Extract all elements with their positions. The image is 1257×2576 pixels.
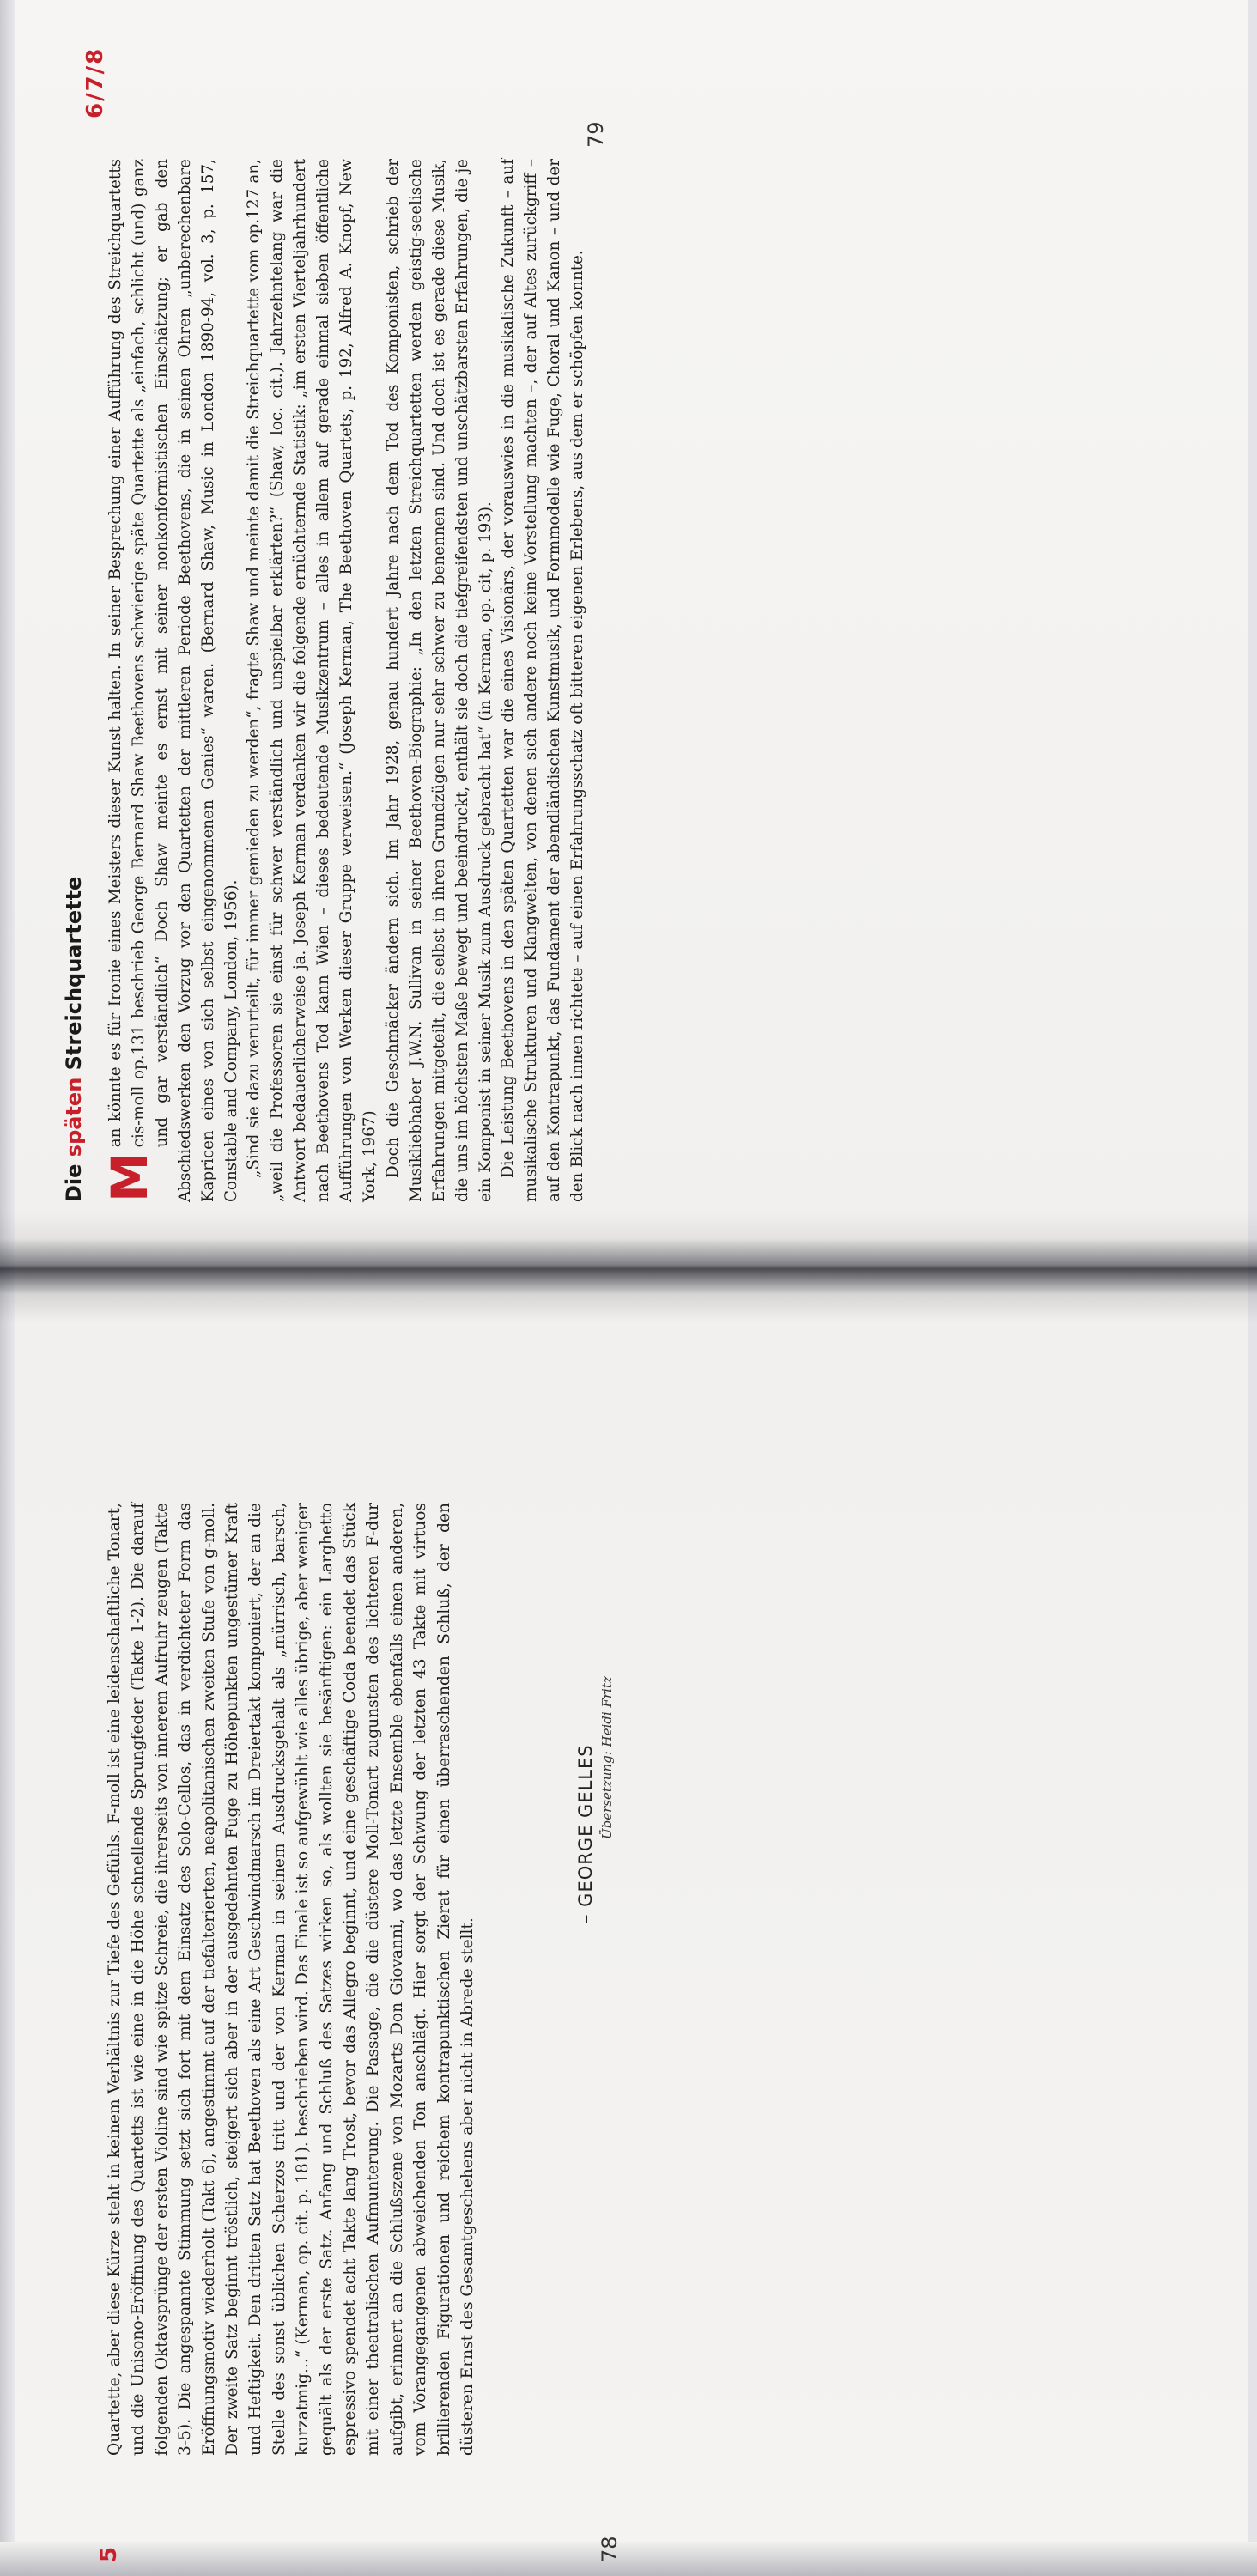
left-page [60,1340,678,2562]
paragraph: Doch die Geschmäcker ändern sich. Im Jahr 1928, genau hundert Jahre nach dem Tod des Komponisten, schrieb der Musikliebhaber J.W.N. Sullivan in seiner Beethoven-Biographie: „In den letzten Streichquartetten werden geistig-seelische Erfahrungen mitgeteilt, die selbst in ihren Grundzügen nur sehr schwer zu benennen sind. Und doch ist es gerade diese Musik, die uns im höchsten Maße bewegt und beeindruckt, enthält sie doch die tiefgreifendsten und unschätzbarsten Erfahrungen, die je ein Komponist in seiner Musik zum Ausdruck gebracht hat“ (in Kerman, op. cit, p. 193). [383,159,495,1202]
page-number: 79 [584,121,608,148]
paragraph: „Sind sie dazu verurteilt, für immer gemieden zu werden“, fragte Shaw und meinte damit die Streichquartette vom op.127 an, „weil die Professoren sie einst für schwer verständlich und unspielbar erklärten?“ (Shaw, loc. cit.). Jahrzehntelang war die Antwort bedauerlicherweise ja. Joseph Kerman verdanken wir die folgende ernüchternde Statistik: „im ersten Vierteljahrhundert nach Beethovens Tod kann Wien – dieses bedeutende Musikzentrum – alles in allem auf gerade einmal sieben öffentliche Aufführungen von Werken dieser Gruppe verweisen.“ (Joseph Kerman, The Beethoven Quartets, p. 192, Alfred A. Knopf, New York, 1967) [245,159,379,1202]
page-edge-bottom [0,2542,1257,2576]
paragraph-text: an könnte es für Ironie eines Meisters dieser Kunst halten. In seiner Besprechung einer Aufführung des Streichquartetts cis-moll op.131 beschrieb George Bernard Shaw Beethovens schwierige späte Quartette als „einfach, schlicht (und) ganz und gar verständlich“ Doch Shaw meinte es ernst mit seiner nonkonformistischen Einschätzung; er gab den Abschiedswerken den Vorzug vor den Quartetten der mittleren Periode Beethovens, die in seinen Ohren „unberechenbare Kapricen eines von sich selbst eingenommenen Genies“ waren. (Bernard Shaw, Music in London 1890-94, vol. 3, p. 157, Constable and Company, London, 1956). [106,159,240,1202]
chapter-title [62,877,86,1202]
translator-credit: Übersetzung: Heidi Fritz [599,1676,615,1839]
right-page-body [100,159,590,1202]
section-number: 6/7/8 [82,46,108,118]
author-signature: – GEORGE GELLES [575,1744,596,1923]
drop-cap: M [100,1152,159,1202]
paragraph: Quartette, aber diese Kürze steht in keinem Verhältnis zur Tiefe des Gefühls. F-moll ist eine leidenschaftliche Tonart, und die Unisono-Eröffnung des Quartetts ist wie eine in die Höhe schnellende Sprungfeder (Takte 1-2). Die darauf folgenden Oktavsprünge der ersten Violine sind wie spitze Schreie, die ihrerseits von innerem Aufruhr zeugen (Takte 3-5). Die angespannte Stimmung setzt sich fort mit dem Einsatz des Solo-Cellos, das in verdichteter Form das Eröffnungsmotiv wiederholt (Takt 6), angestimmt auf der tiefalterierten, neapolitanischen zweiten Stufe von g-moll. Der zweite Satz beginnt tröstlich, steigert sich aber in der ausgedehnten Fuge zu Höhepunkten ungestümer Kraft und Heftigkeit. Den dritten Satz hat Beethoven als eine Art Geschwindmarsch im Dreiertakt komponiert, der an die Stelle des sonst üblichen Scherzos tritt und der von Kerman in seinem Ausdrucksgehalt als „mürrisch, barsch, kurzatmig...“ (Kerman, op. cit. p. 181). beschrieben wird. Das Finale ist so aufgewühlt wie alles übrige, aber weniger gequält als der erste Satz. Anfang und Schluß des Satzes wirken so, als wollten sie besänftigen: ein Larghetto espressivo spendet acht Takte lang Trost, bevor das Allegro beginnt, und eine geschäftige Coda beendet das Stück mit einer theatralischen Aufmunterung. Die Passage, die die düstere Moll-Tonart zugunsten des lichteren F-dur aufgibt, erinnert an die Schlußszene von Mozarts Don Giovanni, wo das letzte Ensemble ebenfalls einen anderen, vom Vorangegangenen abweichenden Ton anschlägt. Hier sorgt der Schwung der letzten 43 Takte mit virtuos brillierenden Figurationen und reichem kontrapunktischen Zierat für einen überraschenden Schluß, der den düsteren Ernst des Gesamtgeschehens aber nicht in Abrede stellt. [106,1503,477,2456]
left-page-body [103,1503,480,2456]
page-number: 78 [598,2536,622,2562]
title-suffix: Streichquartette [62,876,86,1078]
title-accent: späten [62,1077,86,1157]
paragraph: Die Leistung Beethovens in den späten Quartetten war die eines Visionärs, der vorauswies in die musikalische Zukunft – auf musikalische Strukturen und Klangwelten, von denen sich andere noch keine Vorstellung machten –, der auf Altes zurückgriff – auf den Kontrapunkt, das Fundament der abendländischen Kunstmusik, und Formmodelle wie Fuge, Choral und Kanon – und der den Blick nach innen richtete – auf einen Erfahrungsschatz oft bitteren eigenen Erlebens, aus dem er schöpfen konnte. [499,159,587,1202]
paragraph [100,159,243,1202]
title-prefix: Die [62,1157,86,1202]
right-page [52,17,670,1202]
book-gutter-shadow [0,1211,1257,1322]
section-number: 5 [96,2546,122,2562]
